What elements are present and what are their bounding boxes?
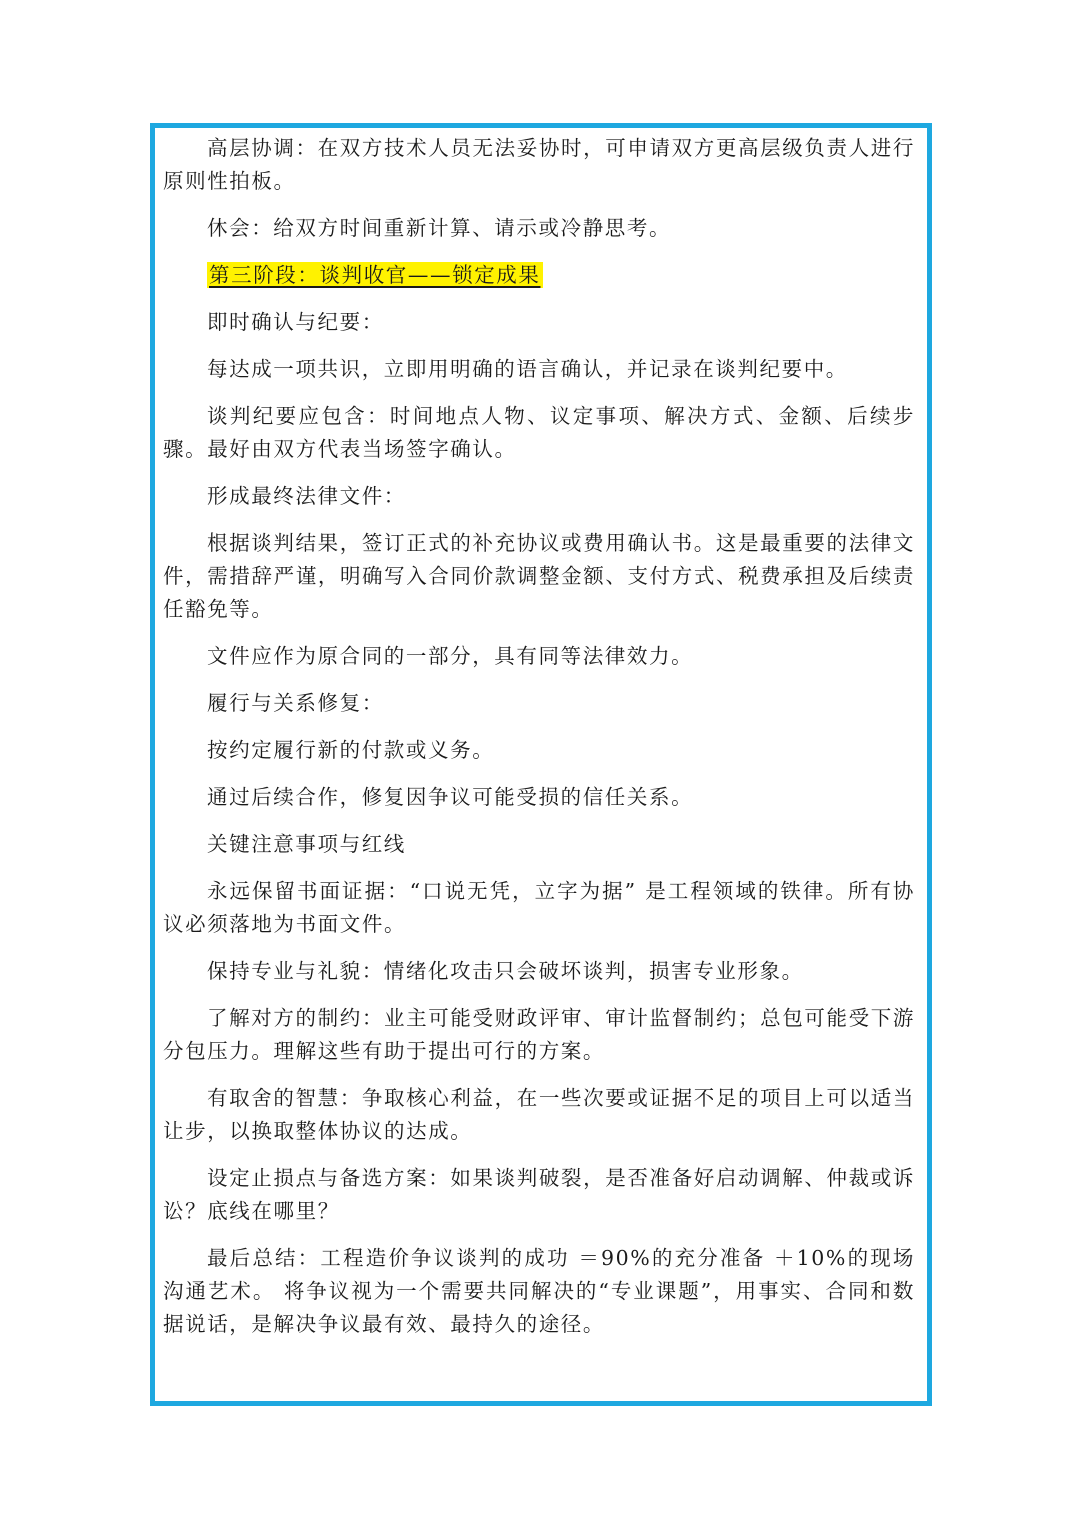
- paragraph-record-consensus: 每达成一项共识，立即用明确的语言确认，并记录在谈判纪要中。: [207, 357, 848, 381]
- paragraph-understand-constraints: 了解对方的制约：业主可能受财政评审、审计监督制约；总包可能受下游分包压力。理解这些有助于提出可行的方案。: [163, 1006, 915, 1063]
- paragraph-key-notes-heading: 关键注意事项与红线: [207, 832, 406, 856]
- paragraph-stop-loss: 设定止损点与备选方案：如果谈判破裂，是否准备好启动调解、仲裁或诉讼？底线在哪里？: [163, 1166, 915, 1223]
- paragraph-final-summary: 最后总结：工程造价争议谈判的成功 ＝90%的充分准备 ＋10%的现场沟通艺术。 将争议视为一个需要共同解决的“专业课题”，用事实、合同和数据说话，是解决争议最有效、最持久的途径。: [163, 1246, 915, 1336]
- paragraph-fulfil-payment: 按约定履行新的付款或义务。: [207, 738, 495, 762]
- paragraph-tradeoff-wisdom: 有取舍的智慧：争取核心利益，在一些次要或证据不足的项目上可以适当让步，以换取整体协议的达成。: [163, 1086, 915, 1143]
- paragraph-repair-trust: 通过后续合作，修复因争议可能受损的信任关系。: [207, 785, 694, 809]
- paragraph-high-level-coordination: 高层协调：在双方技术人员无法妥协时，可申请双方更高层级负责人进行原则性拍板。: [163, 136, 915, 193]
- paragraph-performance-and-repair: 履行与关系修复：: [207, 691, 384, 715]
- paragraph-recess: 休会：给双方时间重新计算、请示或冷静思考。: [207, 216, 672, 240]
- paragraph-written-evidence: 永远保留书面证据：“口说无凭，立字为据” 是工程领域的铁律。所有协议必须落地为书面文件。: [163, 879, 915, 936]
- stage-three-heading: 第三阶段：谈判收官——锁定成果: [209, 263, 541, 287]
- paragraph-final-legal-document: 形成最终法律文件：: [207, 484, 406, 508]
- document-body: [163, 132, 915, 1355]
- paragraph-supplementary-agreement: 根据谈判结果，签订正式的补充协议或费用确认书。这是最重要的法律文件，需措辞严谨，明确写入合同价款调整金额、支付方式、税费承担及后续责任豁免等。: [163, 531, 915, 621]
- stage-three-heading-row: [163, 259, 915, 292]
- paragraph-professional-courtesy: 保持专业与礼貌：情绪化攻击只会破坏谈判，损害专业形象。: [207, 959, 804, 983]
- paragraph-confirm-and-minutes: 即时确认与纪要：: [207, 310, 384, 334]
- paragraph-minutes-contents: 谈判纪要应包含：时间地点人物、议定事项、解决方式、金额、后续步骤。最好由双方代表当场签字确认。: [163, 404, 915, 461]
- paragraph-legal-effect: 文件应作为原合同的一部分，具有同等法律效力。: [207, 644, 694, 668]
